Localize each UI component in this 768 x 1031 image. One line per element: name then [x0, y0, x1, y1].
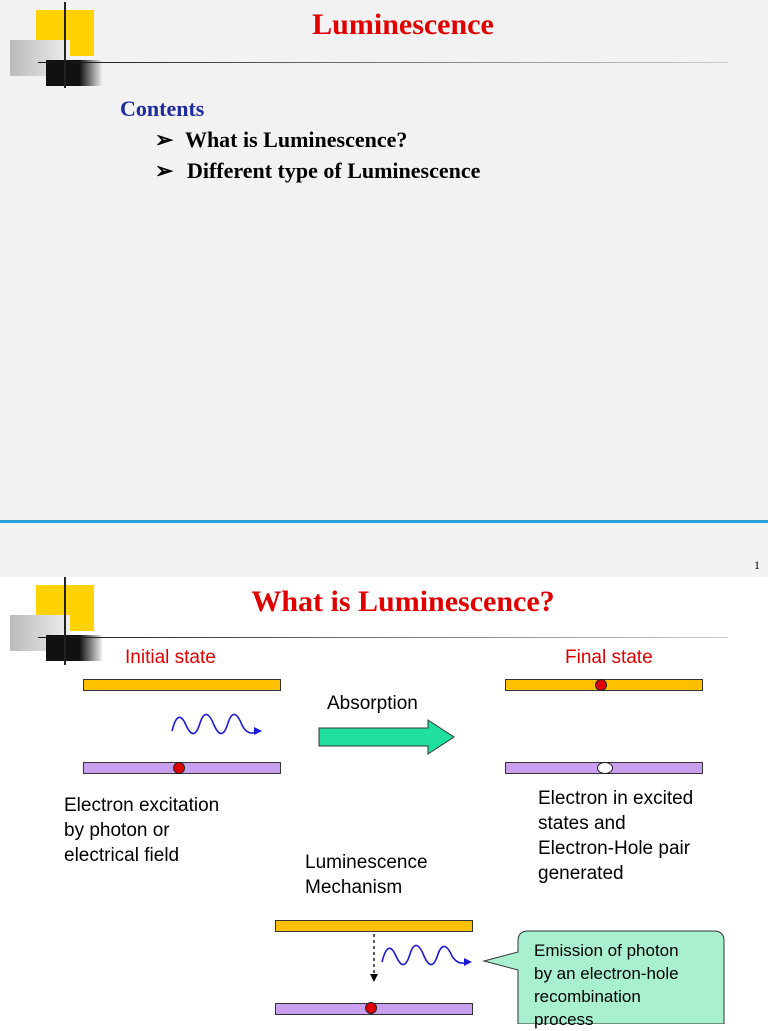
bullet-marker-icon: ➢ [155, 158, 174, 183]
initial-state-label: Initial state [125, 647, 216, 668]
bullet-item [155, 158, 480, 184]
recombination-icon [368, 932, 478, 1002]
caption-line: Electron in excited [538, 788, 694, 809]
right-caption [538, 786, 693, 886]
callout-line: recombination [534, 987, 641, 1006]
logo-black-square [46, 635, 102, 661]
conduction-band-recombination [275, 920, 473, 932]
slide-title: What is Luminescence? [251, 585, 555, 618]
photon-wave-icon [170, 709, 270, 739]
callout-line: process [534, 1010, 594, 1029]
caption-line: Electron excitation [64, 795, 220, 816]
caption-line: electrical field [64, 845, 180, 866]
hole-circle [597, 762, 613, 774]
caption-line: Electron-Hole pair [538, 838, 691, 859]
electron-dot [595, 679, 607, 691]
bullet-text: Different type of Luminescence [186, 158, 481, 183]
page-number: 1 [754, 558, 760, 572]
final-state-label: Final state [565, 647, 653, 668]
absorption-arrow-icon [318, 719, 458, 755]
slide-separator [0, 520, 768, 580]
caption-line: by photon or [64, 820, 170, 841]
absorption-label: Absorption [327, 693, 418, 714]
slide-title: Luminescence [312, 8, 494, 41]
logo-black-square [46, 60, 102, 86]
header-rule [38, 62, 728, 63]
header-rule [38, 637, 728, 638]
callout-line: Emission of photon [534, 941, 679, 960]
electron-dot [365, 1002, 377, 1014]
caption-line: Luminescence [305, 852, 428, 873]
caption-line: generated [538, 863, 624, 884]
caption-line: Mechanism [305, 877, 403, 898]
conduction-band-initial [83, 679, 281, 691]
bullet-item [155, 127, 407, 153]
contents-heading: Contents [120, 96, 205, 121]
callout-text [534, 939, 679, 1031]
slide-2 [0, 577, 768, 1029]
mechanism-label [305, 850, 428, 900]
electron-dot [173, 762, 185, 774]
caption-line: states and [538, 813, 626, 834]
left-caption [64, 793, 219, 868]
bullet-text: What is Luminescence? [184, 127, 408, 152]
bullet-marker-icon: ➢ [155, 127, 174, 152]
callout-line: by an electron-hole [534, 964, 679, 983]
